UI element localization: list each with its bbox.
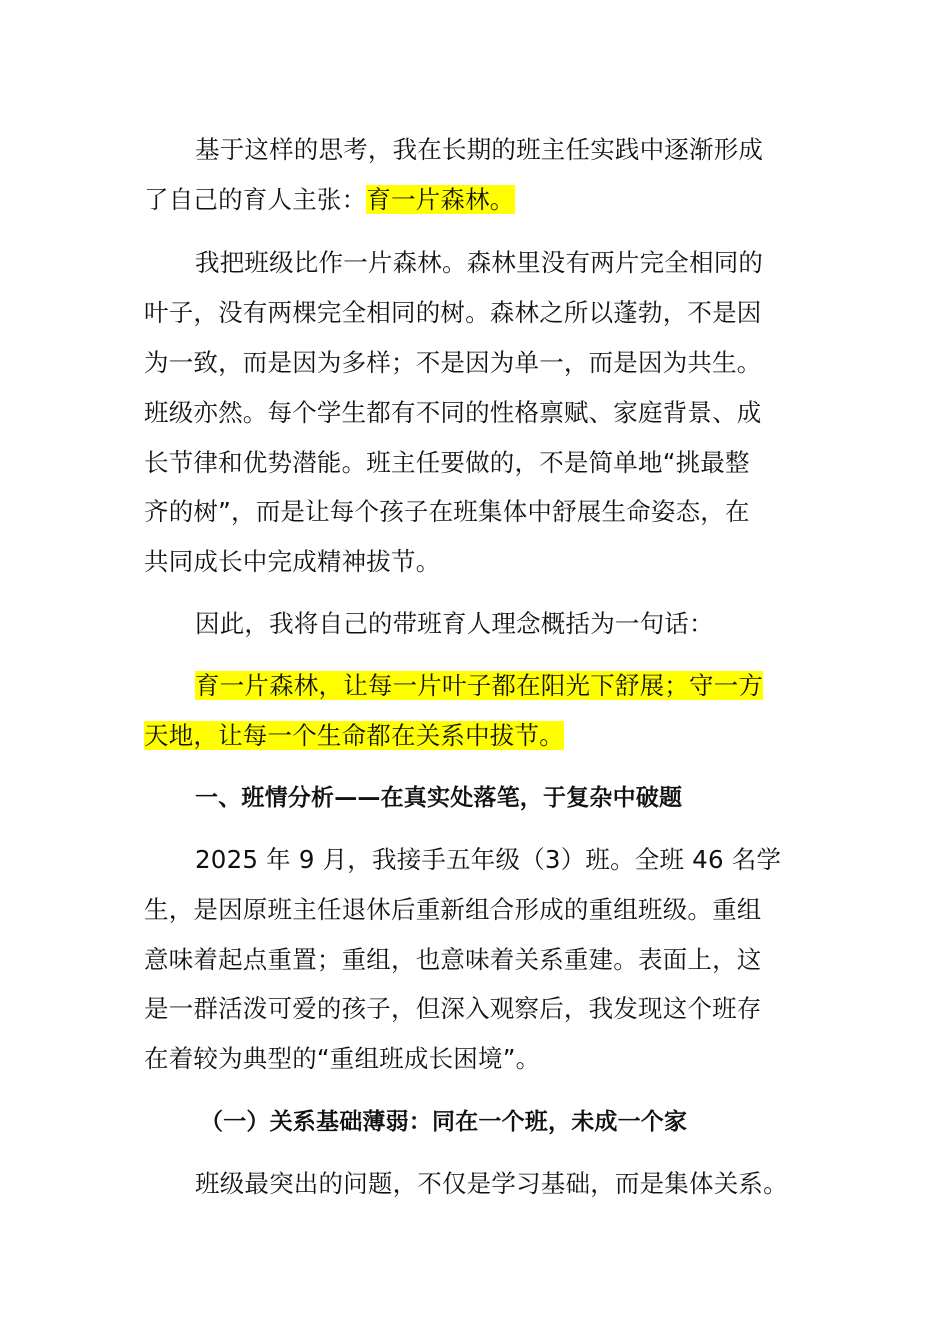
paragraph-line [144, 182, 515, 218]
paragraph-line: 因此，我将自己的带班育人理念概括为一句话： [195, 609, 714, 638]
paragraph-line: 我把班级比作一片森林。森林里没有两片完全相同的 [195, 248, 764, 277]
paragraph-line: 为一致，而是因为多样；不是因为单一，而是因为共生。 [144, 348, 762, 377]
subsection-heading: （一）关系基础薄弱：同在一个班，未成一个家 [200, 1109, 688, 1135]
highlighted-line [195, 668, 763, 704]
paragraph-line: 班级最突出的问题，不仅是学习基础，而是集体关系。 [195, 1169, 788, 1198]
paragraph-line: 叶子，没有两棵完全相同的树。森林之所以蓬勃，不是因 [144, 298, 762, 327]
paragraph-line: 在着较为典型的“重组班成长困境”。 [144, 1044, 541, 1073]
paragraph-line: 班级亦然。每个学生都有不同的性格禀赋、家庭背景、成 [144, 398, 762, 427]
highlighted-line [144, 718, 564, 754]
highlighted-text: 育一片森林，让每一片叶子都在阳光下舒展；守一方 [195, 671, 764, 700]
paragraph-line: 齐的树”，而是让每个孩子在班集体中舒展生命姿态，在 [144, 497, 750, 526]
paragraph-line: 2025 年 9 月，我接手五年级（3）班。全班 46 名学 [195, 845, 782, 874]
paragraph-line: 长节律和优势潜能。班主任要做的，不是简单地“挑最整 [144, 448, 750, 477]
highlighted-text: 天地，让每一个生命都在关系中拔节。 [144, 721, 564, 750]
paragraph-line: 生，是因原班主任退休后重新组合形成的重组班级。重组 [144, 895, 762, 924]
paragraph-line: 是一群活泼可爱的孩子，但深入观察后，我发现这个班存 [144, 994, 762, 1023]
paragraph-line: 意味着起点重置；重组，也意味着关系重建。表面上，这 [144, 945, 762, 974]
paragraph-line: 基于这样的思考，我在长期的班主任实践中逐渐形成 [195, 135, 764, 164]
highlighted-text: 育一片森林。 [366, 185, 515, 214]
paragraph-text: 了自己的育人主张： [144, 185, 367, 214]
section-heading: 一、班情分析——在真实处落笔，于复杂中破题 [195, 785, 683, 811]
paragraph-line: 共同成长中完成精神拔节。 [144, 547, 441, 576]
